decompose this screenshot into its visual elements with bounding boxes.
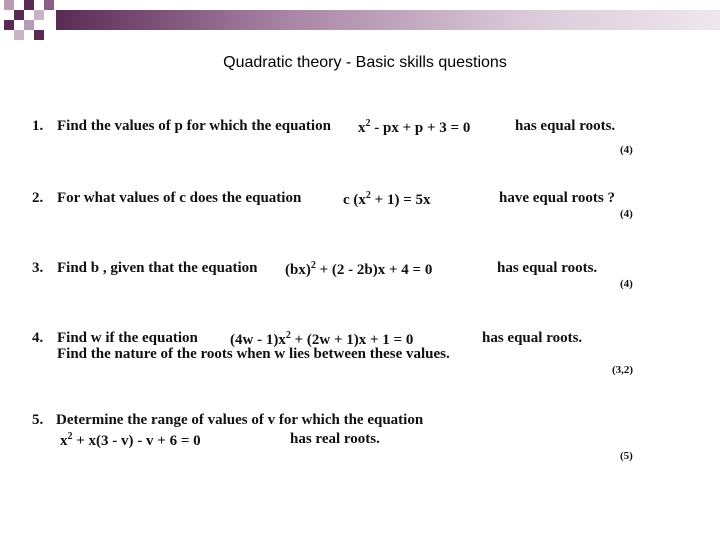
q5-text: Determine the range of values of v for which the equation bbox=[56, 412, 424, 428]
q1-tail: has equal roots. bbox=[515, 118, 616, 134]
q1-marks: (4) bbox=[620, 144, 633, 156]
q5-tail: has real roots. bbox=[290, 431, 380, 447]
q2-text: For what values of c does the equation bbox=[57, 190, 302, 206]
deco-square bbox=[44, 0, 54, 10]
q5-number: 5. bbox=[32, 412, 44, 428]
q2-marks: (4) bbox=[620, 208, 633, 220]
deco-square bbox=[34, 10, 44, 20]
page-title: Quadratic theory - Basic skills questions bbox=[223, 54, 507, 71]
q4-text: Find w if the equation bbox=[57, 330, 198, 346]
deco-square bbox=[4, 20, 14, 30]
deco-square bbox=[24, 0, 34, 10]
deco-square bbox=[24, 20, 34, 30]
header-decoration bbox=[0, 0, 720, 40]
q2-number: 2. bbox=[32, 190, 44, 206]
q4-number: 4. bbox=[32, 330, 44, 346]
q4-marks: (3,2) bbox=[612, 364, 634, 376]
deco-square bbox=[14, 10, 24, 20]
q1-number: 1. bbox=[32, 118, 44, 134]
deco-square bbox=[4, 0, 14, 10]
q2-equation: c $(x^2 + 1) = 5x$ bbox=[343, 190, 431, 208]
q2-tail: have equal roots ? bbox=[499, 190, 615, 206]
q5-marks: (5) bbox=[620, 450, 633, 462]
header-gradient-bar bbox=[56, 10, 720, 30]
deco-square bbox=[14, 30, 24, 40]
q3-tail: has equal roots. bbox=[497, 260, 598, 276]
deco-square bbox=[34, 30, 44, 40]
q4-tail: has equal roots. bbox=[482, 330, 583, 346]
q1-equation: $x^2$ - px + p + 3 = 0 bbox=[358, 118, 471, 136]
q3-equation: (bx)$^2$ + (2 - 2b)x + 4 = 0 bbox=[285, 260, 433, 278]
q3-number: 3. bbox=[32, 260, 44, 276]
q4-line2: Find the nature of the roots when w lies between these values. bbox=[57, 346, 450, 362]
q4-equation: $(4w - 1)x^2 + (2w + 1)x + 1 = 0$ bbox=[230, 330, 414, 348]
q3-marks: (4) bbox=[620, 278, 633, 290]
q3-text: Find b , given that the equation bbox=[57, 260, 258, 276]
q1-text: Find the values of p for which the equation bbox=[57, 118, 331, 134]
q5-equation: $x^2 + x(3 - v) - v + 6 = 0$ bbox=[60, 431, 201, 449]
